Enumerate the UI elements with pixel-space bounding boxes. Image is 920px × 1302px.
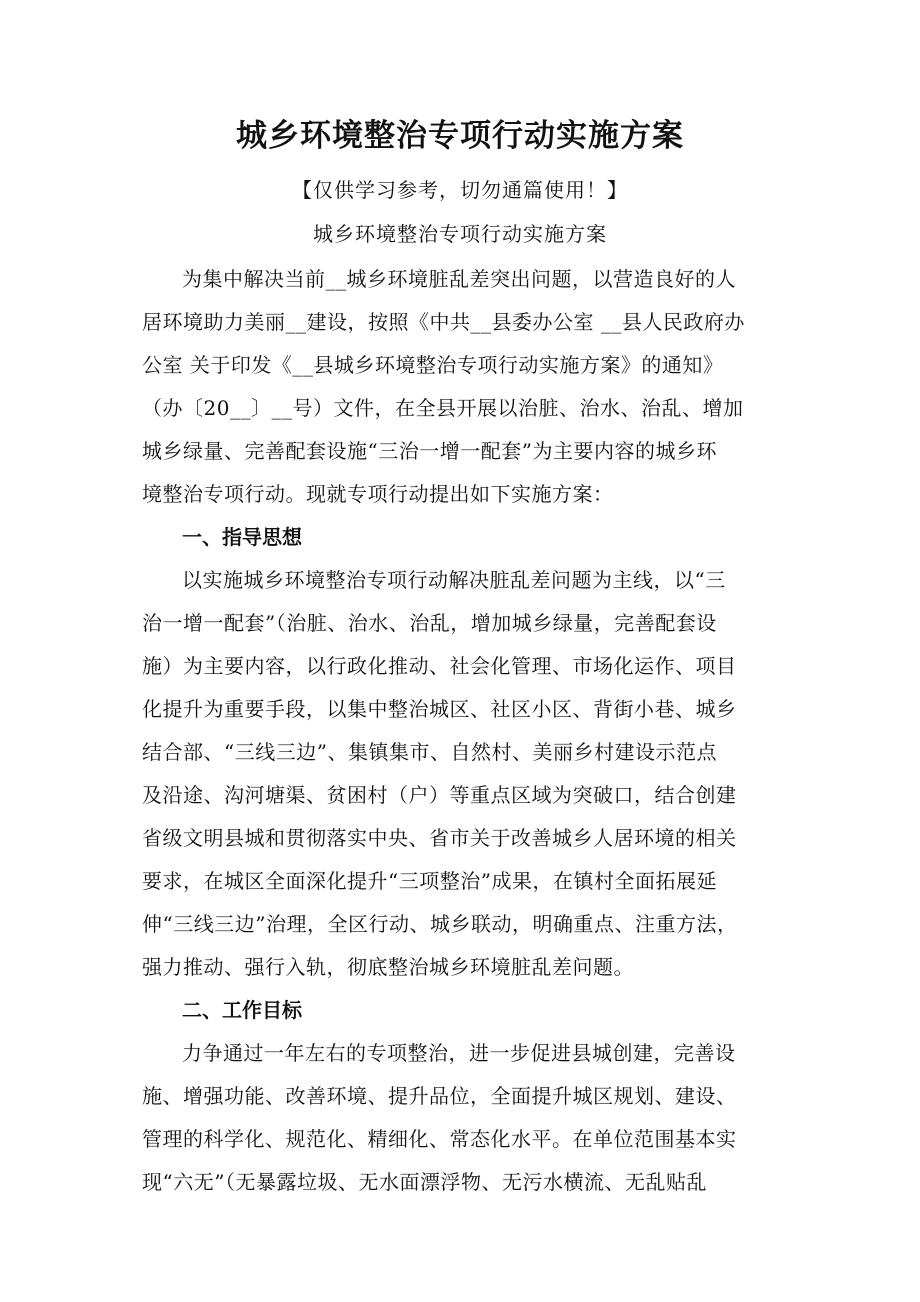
section1-line: 以实施城乡环境整治专项行动解决脏乱差问题为主线，以“三 — [182, 568, 726, 592]
intro-line: 为集中解决当前__城乡环境脏乱差突出问题，以营造良好的人 — [182, 267, 736, 291]
section2-line: 管理的科学化、规范化、精细化、常态化水平。在单位范围基本实 — [142, 1127, 737, 1151]
section1-line: 及沿途、沟河塘渠、贫困村（户）等重点区域为突破口，结合创建 — [142, 783, 737, 807]
document-subtitle: 城乡环境整治专项行动实施方案 — [313, 222, 607, 246]
section1-line: 省级文明县城和贯彻落实中央、省市关于改善城乡人居环境的相关 — [142, 826, 737, 850]
section1-line: 伸“三线三边”治理，全区行动、城乡联动，明确重点、注重方法， — [142, 912, 738, 936]
intro-line: 城乡绿量、完善配套设施“三治一增一配套”为主要内容的城乡环 — [142, 439, 717, 463]
section1-line: 施）为主要内容，以行政化推动、社会化管理、市场化运作、项目 — [142, 654, 737, 678]
intro-line: 境整治专项行动。现就专项行动提出如下实施方案： — [142, 482, 614, 506]
section1-line: 化提升为重要手段，以集中整治城区、社区小区、背街小巷、城乡 — [142, 697, 737, 721]
section2-line: 力争通过一年左右的专项整治，进一步促进县城创建，完善设 — [182, 1041, 736, 1065]
section2-line: 现“六无”（无暴露垃圾、无水面漂浮物、无污水横流、无乱贴乱 — [142, 1170, 707, 1194]
intro-line: 居环境助力美丽__建设，按照《中共__县委办公室 __县人民政府办 — [142, 310, 745, 334]
document-body — [142, 258, 802, 1204]
section1-line: 强力推动、强行入轨，彻底整治城乡环境脏乱差问题。 — [142, 955, 634, 979]
intro-line: （办〔20__〕__号）文件，在全县开展以治脏、治水、治乱、增加 — [142, 396, 744, 420]
section1-line: 治一增一配套”（治脏、治水、治乱，增加城乡绿量，完善配套设 — [142, 611, 717, 635]
document-title: 城乡环境整治专项行动实施方案 — [236, 118, 684, 154]
section-heading-guiding-principle: 一、指导思想 — [182, 525, 302, 549]
section1-line: 要求，在城区全面深化提升“三项整治”成果，在镇村全面拓展延 — [142, 869, 717, 893]
usage-notice: 【仅供学习参考，切勿通篇使用！】 — [292, 178, 628, 202]
section2-line: 施、增强功能、改善环境、提升品位，全面提升城区规划、建设、 — [142, 1084, 737, 1108]
section-heading-work-goals: 二、工作目标 — [182, 998, 302, 1022]
section1-line: 结合部、“三线三边”、集镇集市、自然村、美丽乡村建设示范点 — [142, 740, 717, 764]
intro-line: 公室 关于印发《__县城乡环境整治专项行动实施方案》的通知》 — [142, 353, 724, 377]
